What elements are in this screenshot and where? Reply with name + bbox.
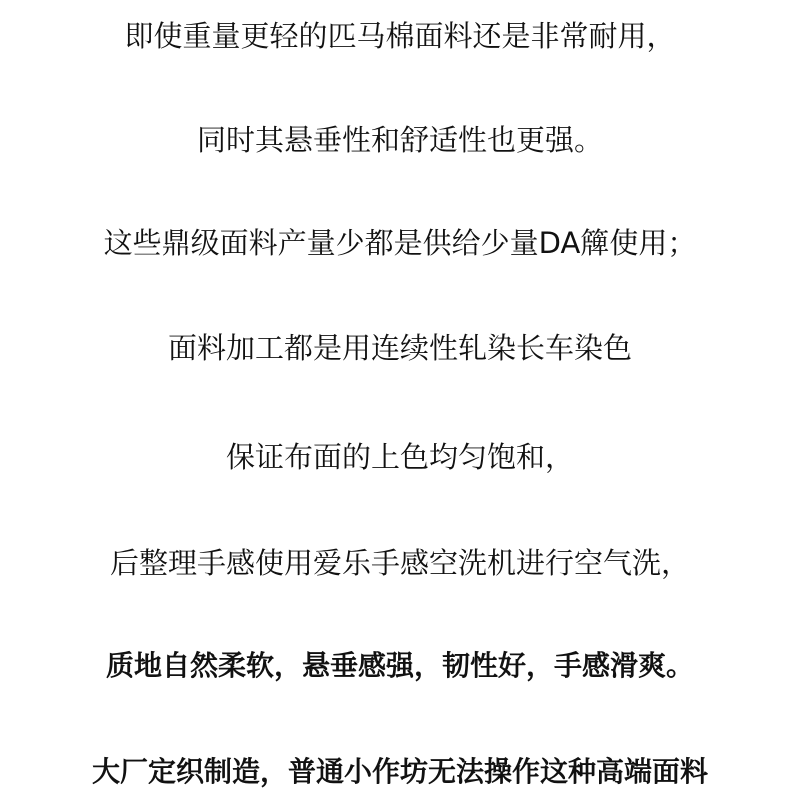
text-line-4: 面料加工都是用连续性轧染长车染色: [167, 331, 632, 365]
text-line-7-emphasis: 质地自然柔软，悬垂感强，韧性好，手感滑爽。: [105, 649, 694, 682]
text-line-6: 后整理手感使用爱乐手感空洗机进行空气洗，: [109, 546, 690, 580]
text-line-3: 这些鼎级面料产量少都是供给少量DA簰使用；: [103, 226, 697, 260]
text-line-2: 同时其悬垂性和舒适性也更强。: [196, 123, 603, 157]
text-line-8-emphasis: 大厂定织制造，普通小作坊无法操作这种高端面料: [91, 755, 708, 788]
text-line-5: 保证布面的上色均匀饱和，: [225, 440, 574, 474]
text-line-1: 即使重量更轻的匹马棉面料还是非常耐用，: [124, 19, 676, 53]
